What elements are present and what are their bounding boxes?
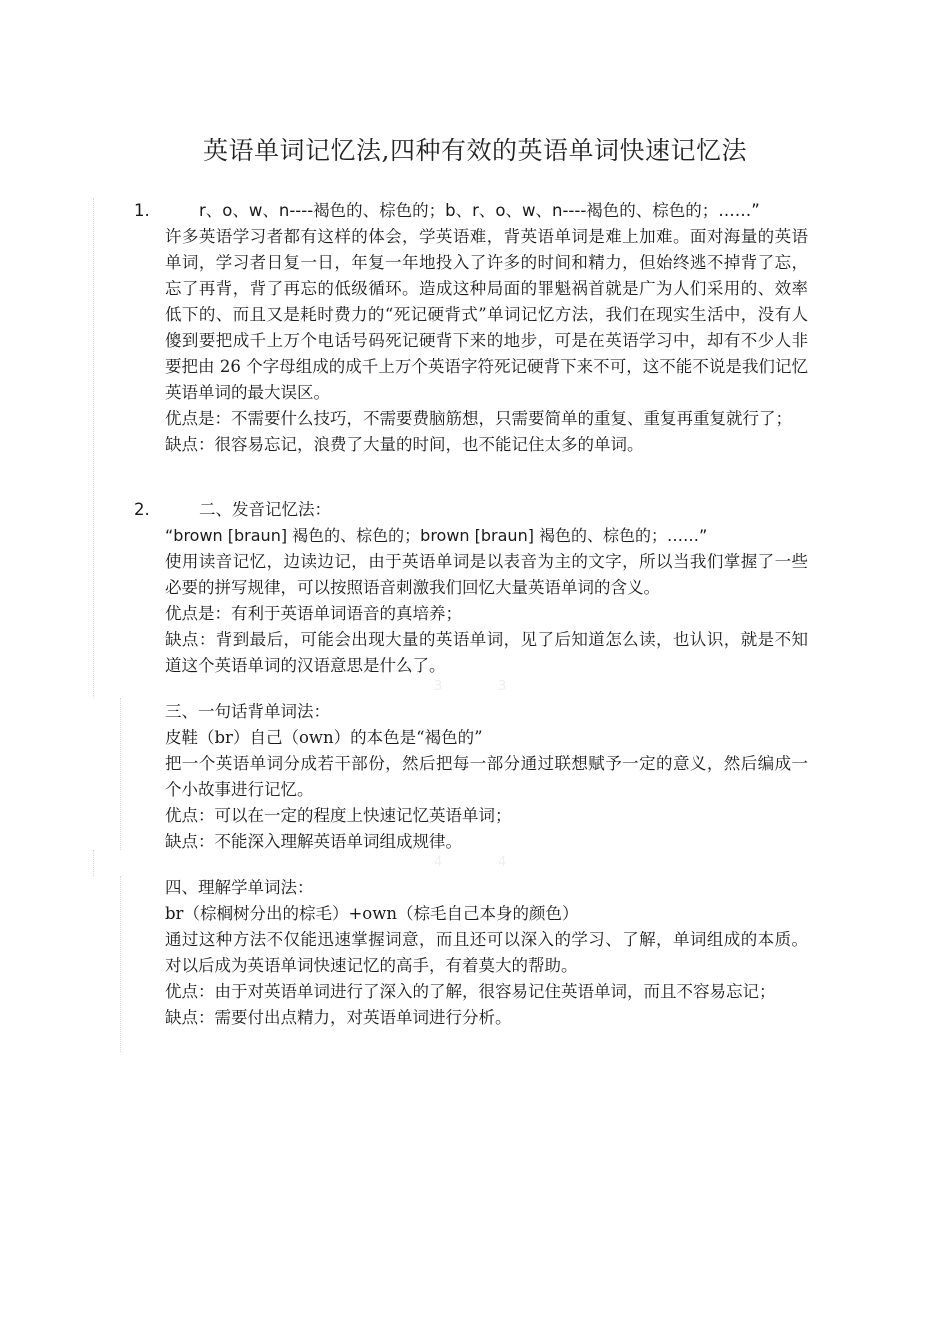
margin-rule xyxy=(93,198,94,698)
faint-mark: 3 xyxy=(434,679,443,694)
pros-text: 优点：由于对英语单词进行了深入的了解，很容易记住英语单词，而且不容易忘记； xyxy=(165,982,776,1001)
faint-mark: 4 xyxy=(434,855,443,870)
section-body: 许多英语学习者都有这样的体会，学英语难，背英语单词是难上加难。面对海量的英语单词，学习者日复一日，年复一年地投入了许多的时间和精力，但始终逃不掉背了忘，忘了再背，背了再忘的低级循环。造成这种局面的罪魁祸首就是广为人们采用的、效率低下的、而且又是耗时费力的“死记硬背式”单词记忆方法，我们在现实生活中，没有人傻到要把成千上万个电话号码死记硬背下来的地步，可是在英语学习中，却有不少人非要把由 26 个字母组成的成千上万个英语字符死记硬背下来不可，这不能不说是我们记忆英语单词的最大误区。 xyxy=(165,227,808,402)
list-number: 2. xyxy=(134,500,150,519)
margin-rule xyxy=(120,876,121,1052)
margin-rule xyxy=(120,698,121,850)
section-heading: 三、一句话背单词法： xyxy=(165,702,330,721)
faint-mark: 4 xyxy=(498,855,507,870)
pros-text: 优点是：有利于英语单词语音的真培养； xyxy=(165,604,462,623)
section-example: 皮鞋（br）自己（own）的本色是“褐色的” xyxy=(165,728,483,747)
cons-text: 缺点：很容易忘记，浪费了大量的时间，也不能记住太多的单词。 xyxy=(165,435,644,454)
section-heading: r、o、w、n----褐色的、棕色的；b、r、o、w、n----褐色的、棕色的；……” xyxy=(199,201,760,220)
list-number: 1. xyxy=(134,201,150,220)
faint-mark: 3 xyxy=(498,679,507,694)
document-title: 英语单词记忆法,四种有效的英语单词快速记忆法 xyxy=(203,136,747,165)
cons-text: 缺点：不能深入理解英语单词组成规律。 xyxy=(165,832,462,851)
section-heading: 二、发音记忆法： xyxy=(199,500,331,519)
pros-text: 优点是：不需要什么技巧，不需要费脑筋想，只需要简单的重复、重复再重复就行了； xyxy=(165,409,792,428)
section-content xyxy=(165,699,808,855)
section-example: br（棕榈树分出的棕毛）+own（棕毛自己本身的颜色） xyxy=(165,904,579,923)
cons-text: 缺点：背到最后，可能会出现大量的英语单词，见了后知道怎么读，也认识，就是不知道这个英语单词的汉语意思是什么了。 xyxy=(165,630,808,675)
pros-text: 优点：可以在一定的程度上快速记忆英语单词； xyxy=(165,806,512,825)
section-content xyxy=(165,198,808,458)
section-body: 通过这种方法不仅能迅速掌握词意，而且还可以深入的学习、了解，单词组成的本质。对以后成为英语单词快速记忆的高手，有着莫大的帮助。 xyxy=(165,930,808,975)
section-body: 使用读音记忆，边读边记，由于英语单词是以表音为主的文字，所以当我们掌握了一些必要的拼写规律，可以按照语音刺激我们回忆大量英语单词的含义。 xyxy=(165,552,808,597)
section-example: “brown [braun] 褐色的、棕色的；brown [braun] 褐色的、棕色的；……” xyxy=(165,526,708,545)
section-content xyxy=(165,875,808,1031)
margin-rule xyxy=(93,850,94,876)
section-heading: 四、理解学单词法： xyxy=(165,878,314,897)
section-body: 把一个英语单词分成若干部份，然后把每一部分通过联想赋予一定的意义，然后编成一个小故事进行记忆。 xyxy=(165,754,808,799)
cons-text: 缺点：需要付出点精力，对英语单词进行分析。 xyxy=(165,1008,512,1027)
section-content xyxy=(165,497,808,679)
